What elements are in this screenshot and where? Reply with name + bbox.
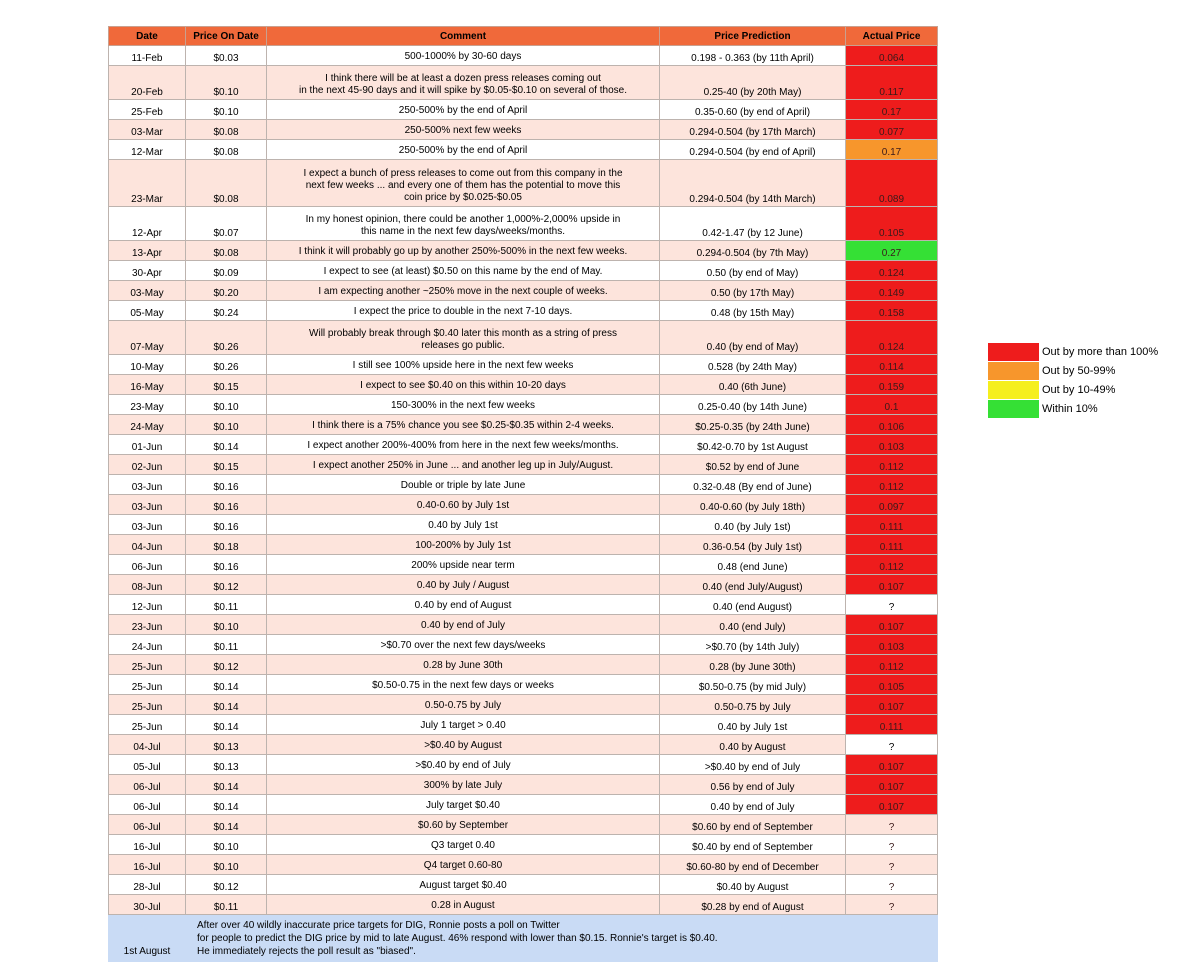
- table-row: [109, 455, 938, 475]
- row-comment: Double or triple by late June: [267, 475, 660, 495]
- row-price-on-date: $0.26: [186, 321, 267, 355]
- row-price-prediction: 0.40 (end July/August): [660, 575, 846, 595]
- row-comment: >$0.40 by August: [267, 735, 660, 755]
- table-row: [109, 575, 938, 595]
- row-actual-price: 0.149: [846, 281, 938, 301]
- table-row: [109, 615, 938, 635]
- row-comment: >$0.40 by end of July: [267, 755, 660, 775]
- row-date: 07-May: [109, 321, 186, 355]
- row-actual-price: 0.117: [846, 66, 938, 100]
- row-date: 04-Jul: [109, 735, 186, 755]
- row-price-on-date: $0.14: [186, 435, 267, 455]
- row-price-prediction: $0.42-0.70 by 1st August: [660, 435, 846, 455]
- table-row: [109, 555, 938, 575]
- row-price-prediction: 0.42-1.47 (by 12 June): [660, 207, 846, 241]
- row-actual-price: 0.106: [846, 415, 938, 435]
- row-price-prediction: 0.25-0.40 (by 14th June): [660, 395, 846, 415]
- row-price-on-date: $0.08: [186, 160, 267, 207]
- row-date: 06-Jul: [109, 795, 186, 815]
- row-comment: I think there will be at least a dozen press releases coming out in the next 45-90 days and it will spike by $0.05-$0.10 on several of those.: [267, 66, 660, 100]
- row-date: 16-Jul: [109, 855, 186, 875]
- row-comment: 250-500% by the end of April: [267, 100, 660, 120]
- header-price-prediction: Price Prediction: [660, 27, 846, 46]
- row-comment: I still see 100% upside here in the next few weeks: [267, 355, 660, 375]
- row-date: 25-Jun: [109, 675, 186, 695]
- table-row: [109, 655, 938, 675]
- table-row: [109, 595, 938, 615]
- row-actual-price: 0.114: [846, 355, 938, 375]
- row-date: 12-Jun: [109, 595, 186, 615]
- row-actual-price: 0.111: [846, 535, 938, 555]
- row-actual-price: 0.111: [846, 715, 938, 735]
- row-price-prediction: 0.50-0.75 by July: [660, 695, 846, 715]
- row-price-prediction: 0.40 (6th June): [660, 375, 846, 395]
- legend-swatch: [988, 381, 1039, 399]
- row-price-on-date: $0.10: [186, 855, 267, 875]
- row-comment: 200% upside near term: [267, 555, 660, 575]
- row-price-on-date: $0.16: [186, 555, 267, 575]
- row-price-on-date: $0.08: [186, 120, 267, 140]
- row-price-prediction: 0.198 - 0.363 (by 11th April): [660, 46, 846, 66]
- row-comment: 0.50-0.75 by July: [267, 695, 660, 715]
- table-row: [109, 301, 938, 321]
- row-price-on-date: $0.11: [186, 595, 267, 615]
- row-price-prediction: 0.48 (by 15th May): [660, 301, 846, 321]
- row-price-on-date: $0.11: [186, 635, 267, 655]
- footer-row: [109, 915, 938, 962]
- header-actual-price: Actual Price: [846, 27, 938, 46]
- row-comment: 0.40 by July 1st: [267, 515, 660, 535]
- row-comment: I expect a bunch of press releases to come out from this company in the next few weeks ... and every one of them has the potential to move this coin price by $0.025-$0.05: [267, 160, 660, 207]
- row-price-on-date: $0.11: [186, 895, 267, 915]
- row-actual-price: 0.105: [846, 675, 938, 695]
- row-comment: 150-300% in the next few weeks: [267, 395, 660, 415]
- table-row: [109, 281, 938, 301]
- row-date: 30-Apr: [109, 261, 186, 281]
- row-price-on-date: $0.10: [186, 100, 267, 120]
- row-date: 24-May: [109, 415, 186, 435]
- table-row: [109, 695, 938, 715]
- row-price-prediction: 0.36-0.54 (by July 1st): [660, 535, 846, 555]
- row-price-prediction: 0.32-0.48 (By end of June): [660, 475, 846, 495]
- row-actual-price: 0.1: [846, 395, 938, 415]
- row-price-prediction: 0.528 (by 24th May): [660, 355, 846, 375]
- row-date: 23-Mar: [109, 160, 186, 207]
- row-actual-price: 0.107: [846, 695, 938, 715]
- row-price-prediction: 0.48 (end June): [660, 555, 846, 575]
- row-date: 25-Jun: [109, 715, 186, 735]
- row-price-on-date: $0.03: [186, 46, 267, 66]
- table-row: [109, 895, 938, 915]
- row-comment: 250-500% by the end of April: [267, 140, 660, 160]
- row-date: 06-Jul: [109, 815, 186, 835]
- row-price-on-date: $0.16: [186, 515, 267, 535]
- row-actual-price: 0.064: [846, 46, 938, 66]
- row-comment: I expect to see (at least) $0.50 on this name by the end of May.: [267, 261, 660, 281]
- row-date: 01-Jun: [109, 435, 186, 455]
- row-price-on-date: $0.14: [186, 795, 267, 815]
- row-price-on-date: $0.10: [186, 615, 267, 635]
- row-comment: In my honest opinion, there could be another 1,000%-2,000% upside in this name in the next few days/weeks/months.: [267, 207, 660, 241]
- row-comment: 100-200% by July 1st: [267, 535, 660, 555]
- row-date: 03-May: [109, 281, 186, 301]
- legend-label: Out by more than 100%: [1042, 345, 1159, 358]
- row-price-prediction: $0.52 by end of June: [660, 455, 846, 475]
- row-actual-price: 0.27: [846, 241, 938, 261]
- row-price-on-date: $0.12: [186, 575, 267, 595]
- row-comment: 0.40 by July / August: [267, 575, 660, 595]
- row-date: 04-Jun: [109, 535, 186, 555]
- row-price-on-date: $0.26: [186, 355, 267, 375]
- row-actual-price: 0.089: [846, 160, 938, 207]
- legend: [988, 342, 1168, 418]
- row-price-on-date: $0.10: [186, 415, 267, 435]
- legend-item: [988, 380, 1168, 399]
- row-date: 05-May: [109, 301, 186, 321]
- table-row: [109, 261, 938, 281]
- table-row: [109, 140, 938, 160]
- table-row: [109, 835, 938, 855]
- row-comment: July 1 target > 0.40: [267, 715, 660, 735]
- row-price-on-date: $0.16: [186, 495, 267, 515]
- row-date: 08-Jun: [109, 575, 186, 595]
- row-date: 03-Jun: [109, 515, 186, 535]
- row-price-on-date: $0.13: [186, 735, 267, 755]
- table-row: [109, 795, 938, 815]
- row-date: 10-May: [109, 355, 186, 375]
- row-price-on-date: $0.15: [186, 375, 267, 395]
- row-price-on-date: $0.14: [186, 715, 267, 735]
- row-price-prediction: 0.25-40 (by 20th May): [660, 66, 846, 100]
- row-comment: I think there is a 75% chance you see $0.25-$0.35 within 2-4 weeks.: [267, 415, 660, 435]
- row-comment: $0.50-0.75 in the next few days or weeks: [267, 675, 660, 695]
- row-price-on-date: $0.14: [186, 815, 267, 835]
- row-date: 20-Feb: [109, 66, 186, 100]
- row-price-on-date: $0.14: [186, 675, 267, 695]
- row-price-prediction: 0.40 (end August): [660, 595, 846, 615]
- row-date: 13-Apr: [109, 241, 186, 261]
- row-date: 06-Jun: [109, 555, 186, 575]
- row-comment: 0.40 by end of August: [267, 595, 660, 615]
- row-actual-price: ?: [846, 835, 938, 855]
- row-date: 16-Jul: [109, 835, 186, 855]
- row-date: 28-Jul: [109, 875, 186, 895]
- header-price-on-date: Price On Date: [186, 27, 267, 46]
- row-date: 23-May: [109, 395, 186, 415]
- row-price-on-date: $0.10: [186, 395, 267, 415]
- row-price-on-date: $0.12: [186, 875, 267, 895]
- row-price-prediction: $0.28 by end of August: [660, 895, 846, 915]
- row-price-prediction: $0.60-80 by end of December: [660, 855, 846, 875]
- row-comment: I expect to see $0.40 on this within 10-20 days: [267, 375, 660, 395]
- row-date: 03-Mar: [109, 120, 186, 140]
- row-comment: I think it will probably go up by another 250%-500% in the next few weeks.: [267, 241, 660, 261]
- table-body: [109, 46, 938, 915]
- row-date: 12-Apr: [109, 207, 186, 241]
- row-actual-price: 0.107: [846, 575, 938, 595]
- row-comment: August target $0.40: [267, 875, 660, 895]
- row-price-prediction: >$0.70 (by 14th July): [660, 635, 846, 655]
- row-date: 23-Jun: [109, 615, 186, 635]
- row-comment: I am expecting another ~250% move in the next couple of weeks.: [267, 281, 660, 301]
- row-actual-price: 0.112: [846, 475, 938, 495]
- row-actual-price: 0.107: [846, 775, 938, 795]
- row-price-prediction: 0.56 by end of July: [660, 775, 846, 795]
- row-date: 03-Jun: [109, 495, 186, 515]
- row-comment: I expect the price to double in the next 7-10 days.: [267, 301, 660, 321]
- header-row: [109, 27, 938, 46]
- predictions-table: [108, 26, 938, 962]
- row-comment: >$0.70 over the next few days/weeks: [267, 635, 660, 655]
- row-price-on-date: $0.08: [186, 241, 267, 261]
- row-actual-price: 0.112: [846, 455, 938, 475]
- row-actual-price: ?: [846, 595, 938, 615]
- row-actual-price: 0.112: [846, 655, 938, 675]
- row-price-on-date: $0.24: [186, 301, 267, 321]
- row-date: 05-Jul: [109, 755, 186, 775]
- row-comment: 0.40 by end of July: [267, 615, 660, 635]
- row-actual-price: ?: [846, 875, 938, 895]
- row-price-on-date: $0.14: [186, 695, 267, 715]
- row-actual-price: ?: [846, 735, 938, 755]
- row-comment: $0.60 by September: [267, 815, 660, 835]
- legend-item: [988, 361, 1168, 380]
- row-date: 12-Mar: [109, 140, 186, 160]
- table-row: [109, 535, 938, 555]
- table-row: [109, 66, 938, 100]
- row-price-prediction: $0.40 by end of September: [660, 835, 846, 855]
- row-comment: July target $0.40: [267, 795, 660, 815]
- table-row: [109, 855, 938, 875]
- row-date: 06-Jul: [109, 775, 186, 795]
- row-price-prediction: 0.294-0.504 (by end of April): [660, 140, 846, 160]
- row-date: 02-Jun: [109, 455, 186, 475]
- row-price-prediction: 0.50 (by 17th May): [660, 281, 846, 301]
- table-row: [109, 635, 938, 655]
- header-date: Date: [109, 27, 186, 46]
- row-date: 24-Jun: [109, 635, 186, 655]
- legend-label: Within 10%: [1042, 402, 1098, 415]
- row-comment: 0.40-0.60 by July 1st: [267, 495, 660, 515]
- row-date: 30-Jul: [109, 895, 186, 915]
- row-price-prediction: 0.294-0.504 (by 14th March): [660, 160, 846, 207]
- row-actual-price: 0.105: [846, 207, 938, 241]
- legend-item: [988, 342, 1168, 361]
- row-actual-price: 0.17: [846, 140, 938, 160]
- row-comment: Q4 target 0.60-80: [267, 855, 660, 875]
- row-actual-price: 0.158: [846, 301, 938, 321]
- row-price-on-date: $0.16: [186, 475, 267, 495]
- legend-swatch: [988, 343, 1039, 361]
- row-price-on-date: $0.09: [186, 261, 267, 281]
- table-row: [109, 241, 938, 261]
- row-actual-price: ?: [846, 855, 938, 875]
- legend-swatch: [988, 400, 1039, 418]
- table-row: [109, 735, 938, 755]
- row-price-on-date: $0.20: [186, 281, 267, 301]
- table-row: [109, 815, 938, 835]
- row-actual-price: 0.112: [846, 555, 938, 575]
- table-row: [109, 675, 938, 695]
- row-price-on-date: $0.10: [186, 835, 267, 855]
- row-comment: I expect another 200%-400% from here in the next few weeks/months.: [267, 435, 660, 455]
- legend-item: [988, 399, 1168, 418]
- row-price-prediction: $0.60 by end of September: [660, 815, 846, 835]
- row-price-prediction: 0.28 (by June 30th): [660, 655, 846, 675]
- legend-swatch: [988, 362, 1039, 380]
- row-price-prediction: $0.25-0.35 (by 24th June): [660, 415, 846, 435]
- row-date: 16-May: [109, 375, 186, 395]
- footer-note: [186, 915, 938, 962]
- row-actual-price: 0.107: [846, 755, 938, 775]
- row-actual-price: 0.17: [846, 100, 938, 120]
- table-row: [109, 755, 938, 775]
- row-price-prediction: 0.294-0.504 (by 7th May): [660, 241, 846, 261]
- table-row: [109, 207, 938, 241]
- row-date: 25-Jun: [109, 655, 186, 675]
- row-price-prediction: $0.50-0.75 (by mid July): [660, 675, 846, 695]
- row-actual-price: ?: [846, 815, 938, 835]
- table-row: [109, 415, 938, 435]
- row-price-on-date: $0.18: [186, 535, 267, 555]
- row-price-prediction: 0.40-0.60 (by July 18th): [660, 495, 846, 515]
- row-actual-price: 0.103: [846, 435, 938, 455]
- row-price-prediction: 0.40 (by end of May): [660, 321, 846, 355]
- row-price-on-date: $0.14: [186, 775, 267, 795]
- table-row: [109, 515, 938, 535]
- row-price-on-date: $0.07: [186, 207, 267, 241]
- row-price-prediction: >$0.40 by end of July: [660, 755, 846, 775]
- row-price-on-date: $0.08: [186, 140, 267, 160]
- row-price-prediction: 0.294-0.504 (by 17th March): [660, 120, 846, 140]
- row-date: 25-Jun: [109, 695, 186, 715]
- row-actual-price: 0.107: [846, 795, 938, 815]
- table-row: [109, 875, 938, 895]
- row-actual-price: 0.097: [846, 495, 938, 515]
- row-price-prediction: 0.35-0.60 (by end of April): [660, 100, 846, 120]
- row-price-prediction: 0.40 (end July): [660, 615, 846, 635]
- row-comment: 0.28 by June 30th: [267, 655, 660, 675]
- row-comment: I expect another 250% in June ... and another leg up in July/August.: [267, 455, 660, 475]
- row-date: 03-Jun: [109, 475, 186, 495]
- table-row: [109, 46, 938, 66]
- legend-label: Out by 10-49%: [1042, 383, 1116, 396]
- row-comment: 500-1000% by 30-60 days: [267, 46, 660, 66]
- table-row: [109, 120, 938, 140]
- row-actual-price: 0.124: [846, 261, 938, 281]
- row-actual-price: ?: [846, 895, 938, 915]
- table-row: [109, 355, 938, 375]
- row-actual-price: 0.111: [846, 515, 938, 535]
- table-row: [109, 160, 938, 207]
- table-row: [109, 475, 938, 495]
- table-row: [109, 715, 938, 735]
- row-comment: 300% by late July: [267, 775, 660, 795]
- table-row: [109, 395, 938, 415]
- row-price-on-date: $0.15: [186, 455, 267, 475]
- row-price-on-date: $0.12: [186, 655, 267, 675]
- row-comment: Will probably break through $0.40 later this month as a string of press releases go public.: [267, 321, 660, 355]
- row-actual-price: 0.103: [846, 635, 938, 655]
- row-price-on-date: $0.10: [186, 66, 267, 100]
- row-comment: Q3 target 0.40: [267, 835, 660, 855]
- row-price-prediction: 0.40 (by July 1st): [660, 515, 846, 535]
- table-row: [109, 435, 938, 455]
- legend-label: Out by 50-99%: [1042, 364, 1116, 377]
- row-actual-price: 0.107: [846, 615, 938, 635]
- row-price-on-date: $0.13: [186, 755, 267, 775]
- row-date: 11-Feb: [109, 46, 186, 66]
- row-actual-price: 0.124: [846, 321, 938, 355]
- header-comment: Comment: [267, 27, 660, 46]
- row-comment: 0.28 in August: [267, 895, 660, 915]
- table-row: [109, 100, 938, 120]
- table-row: [109, 775, 938, 795]
- row-price-prediction: $0.40 by August: [660, 875, 846, 895]
- row-actual-price: 0.159: [846, 375, 938, 395]
- row-price-prediction: 0.40 by end of July: [660, 795, 846, 815]
- footer-date: 1st August: [109, 915, 186, 962]
- table-row: [109, 321, 938, 355]
- row-comment: 250-500% next few weeks: [267, 120, 660, 140]
- table-row: [109, 495, 938, 515]
- row-actual-price: 0.077: [846, 120, 938, 140]
- table-row: [109, 375, 938, 395]
- footer-note-text: After over 40 wildly inaccurate price targets for DIG, Ronnie posts a poll on Twitter for people to predict the DIG price by mid to late August. 46% respond with lower than $0.15. Ronnie's target is $0.40. He immediately rejects the poll result as "biased".: [197, 920, 718, 957]
- row-price-prediction: 0.40 by July 1st: [660, 715, 846, 735]
- row-price-prediction: 0.50 (by end of May): [660, 261, 846, 281]
- row-price-prediction: 0.40 by August: [660, 735, 846, 755]
- row-date: 25-Feb: [109, 100, 186, 120]
